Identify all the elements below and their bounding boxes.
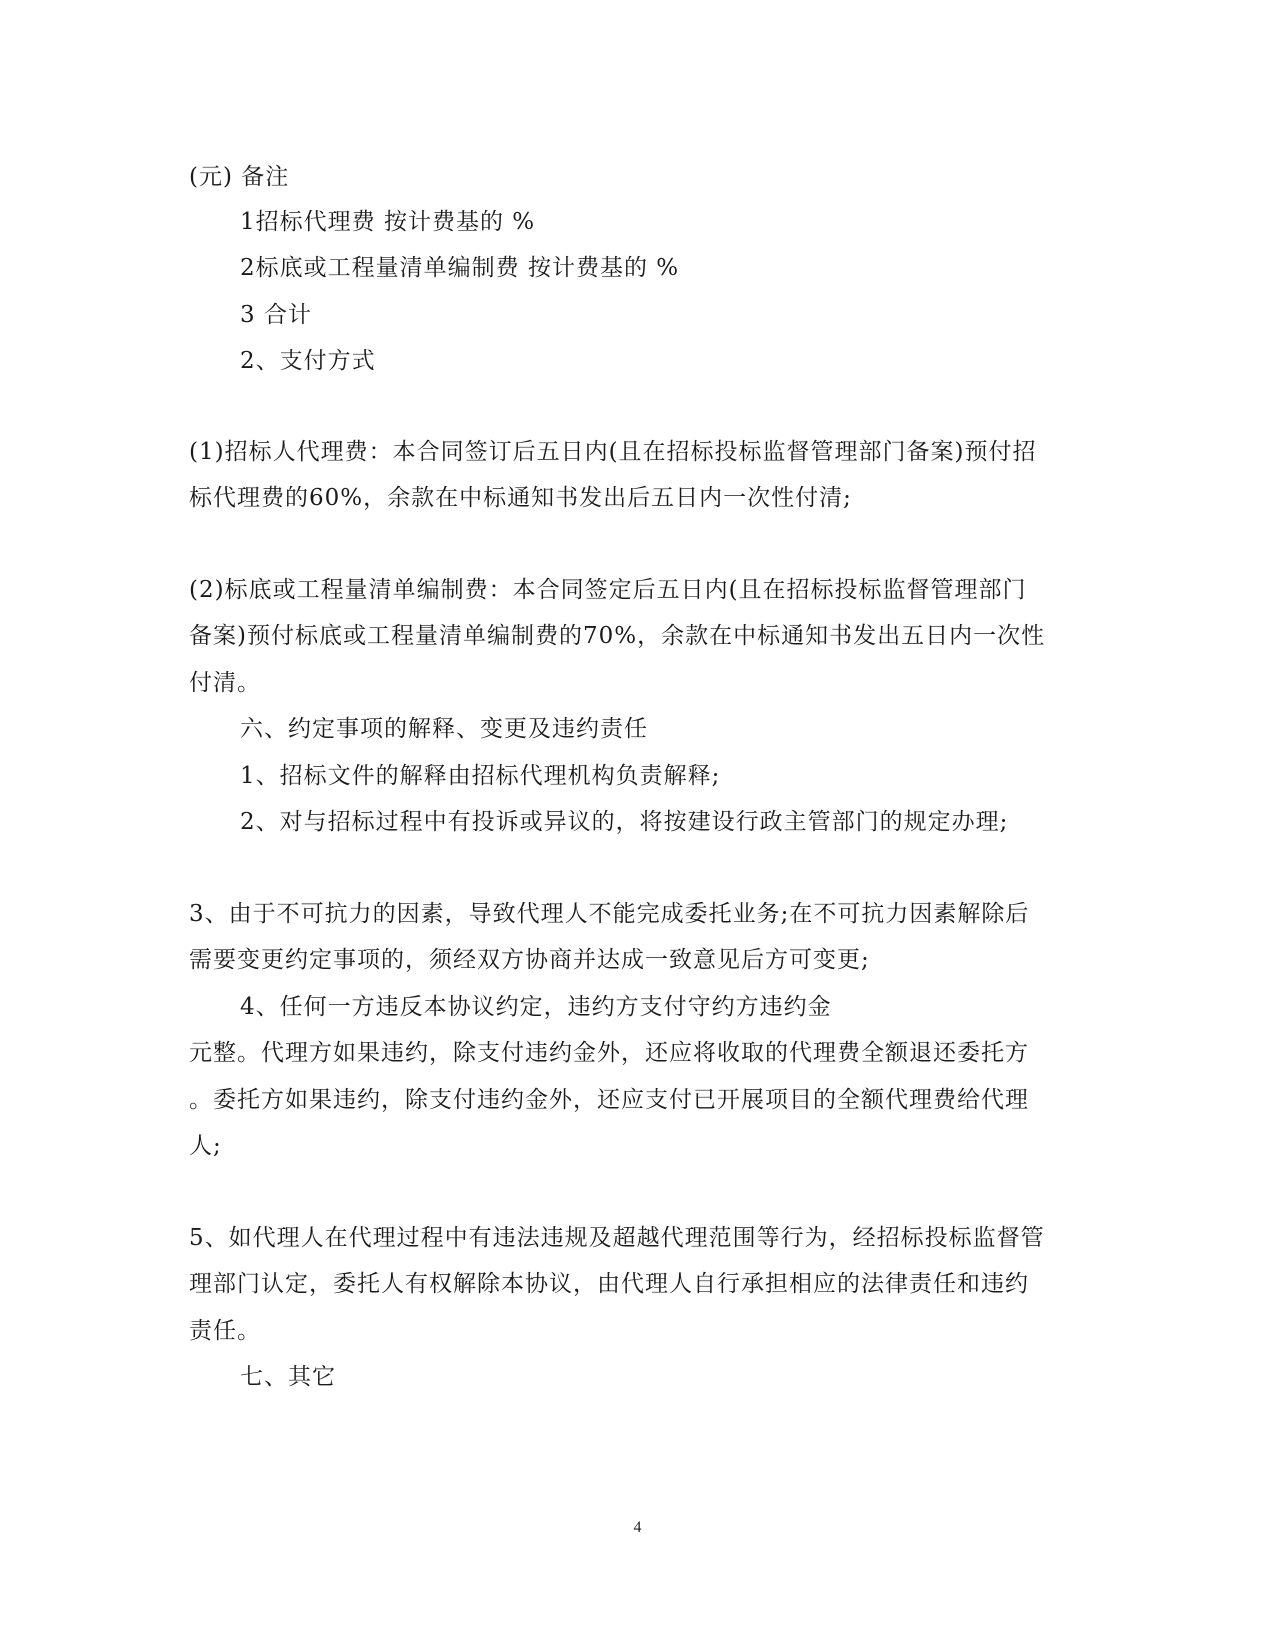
paragraph-line: 责任。 <box>189 1318 261 1344</box>
paragraph-line: 需要变更约定事项的，须经双方协商并达成一致意见后方可变更; <box>189 947 870 973</box>
section-six-heading: 六、约定事项的解释、变更及违约责任 <box>240 716 648 742</box>
paragraph-line: 元整。代理方如果违约，除支付违约金外，还应将收取的代理费全额退还委托方 <box>189 1040 1029 1066</box>
section-remark-heading: (元) 备注 <box>189 164 290 190</box>
paragraph-line: (2)标底或工程量清单编制费：本合同签定后五日内(且在招标投标监督管理部门 <box>189 577 1027 603</box>
paragraph-line: 3、由于不可抗力的因素，导致代理人不能完成委托业务;在不可抗力因素解除后 <box>189 901 1030 927</box>
payment-method-heading: 2、支付方式 <box>240 348 376 374</box>
paragraph-line: 4、任何一方违反本协议约定，违约方支付守约方违约金 <box>240 994 832 1020</box>
fee-item-3: 3 合计 <box>240 302 312 328</box>
paragraph-line: 。委托方如果违约，除支付违约金外，还应支付已开展项目的全额代理费给代理 <box>189 1087 1029 1113</box>
fee-item-2: 2标底或工程量清单编制费 按计费基的 % <box>240 255 680 281</box>
paragraph-line: 备案)预付标底或工程量清单编制费的70%，余款在中标通知书发出五日内一次性 <box>189 623 1046 649</box>
paragraph-line: (1)招标人代理费：本合同签订后五日内(且在招标投标监督管理部门备案)预付招 <box>189 439 1037 465</box>
fee-item-1: 1招标代理费 按计费基的 % <box>240 209 536 235</box>
paragraph-line: 标代理费的60%，余款在中标通知书发出后五日内一次性付清; <box>189 485 852 511</box>
paragraph-line: 1、招标文件的解释由招标代理机构负责解释; <box>240 763 721 789</box>
paragraph-line: 2、对与招标过程中有投诉或异议的，将按建设行政主管部门的规定办理; <box>240 809 1009 835</box>
paragraph-line: 付清。 <box>189 670 261 696</box>
page-number: 4 <box>633 1519 642 1536</box>
section-seven-heading: 七、其它 <box>240 1364 336 1390</box>
paragraph-line: 人; <box>189 1133 222 1159</box>
paragraph-line: 理部门认定，委托人有权解除本协议，由代理人自行承担相应的法律责任和违约 <box>189 1271 1029 1297</box>
paragraph-line: 5、如代理人在代理过程中有违法违规及超越代理范围等行为，经招标投标监督管 <box>189 1225 1045 1251</box>
